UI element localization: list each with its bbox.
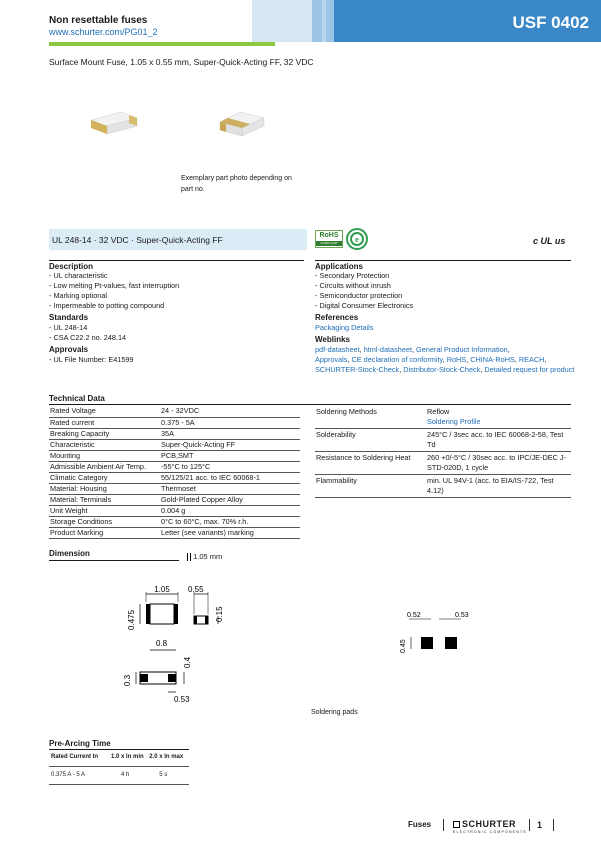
photo-caption: Exemplary part photo depending on part no. [181,175,292,193]
table-cell-value: Gold-Plated Copper Alloy [160,494,300,505]
list-item: - Semiconductor protection [315,291,403,300]
table-cell-key: Admissible Ambient Air Temp. [49,461,160,472]
description-list [49,271,179,311]
table-cell-value: 0.375 - 5A [160,417,300,428]
dim-label-h: 0.475 [127,609,136,630]
brand-logo-icon [453,821,460,828]
weblink-rohs[interactable]: RoHS [446,355,467,364]
footer-brand-sub: ELECTRONIC COMPONENTS [453,830,527,834]
list-item: - Marking optional [49,291,107,300]
dim-label-t: 0.3 [123,674,132,686]
technical-data-left-table [49,406,300,539]
footer-section: Fuses [408,820,432,829]
weblink-html-datasheet[interactable]: html-datasheet [363,345,412,354]
table-cell-key: Storage Conditions [49,516,160,527]
scale-bar-icon [187,553,191,561]
table-cell-key: Material: Terminals [49,494,160,505]
header-title: Non resettable fuses [49,15,148,26]
soldering-pads-drawing [395,605,475,660]
applications-heading: Applications [315,262,364,271]
rohs-badge [315,230,343,248]
list-item: - CSA C22.2 no. 248.14 [49,333,127,342]
dimension-heading: Dimension [49,549,90,558]
dim-label-w2: 0.55 [188,585,204,594]
product-photo-2 [212,104,272,136]
packaging-details-link[interactable]: Packaging Details [315,323,374,332]
list-item: - Low melting Pt-values, fast interruption [49,281,180,290]
subtitle: Surface Mount Fuse, 1.05 x 0.55 mm, Super-Quick-Acting FF, 32 VDC [49,57,314,67]
table-row [315,406,571,429]
weblink-pdf-datasheet[interactable]: pdf-datasheet [315,345,360,354]
weblink-stock-check[interactable]: SCHURTER-Stock-Check [315,365,400,374]
table-row [49,516,300,527]
table-row [315,452,571,475]
weblink-distributor-stock[interactable]: Distributor-Stock-Check [403,365,481,374]
list-item: - Circuits without inrush [315,281,391,290]
table-row [315,429,571,452]
weblink-china-rohs[interactable]: CHINA-RoHS [470,355,515,364]
table-header-cell: Rated Current In [51,754,99,760]
table-cell-value: min. UL 94V-1 (acc. to EIA/IS-722, Test 4.12) [426,475,571,498]
china-rohs-icon [346,228,368,250]
ul-mark-icon: c UL us [533,236,566,246]
pre-arcing-table [49,752,189,785]
table-row [49,417,300,428]
table-cell-key: Rated Voltage [49,406,160,417]
dim-label-l: 0.8 [156,639,168,648]
table-row [49,439,300,450]
soldering-profile-link[interactable]: Soldering Profile [427,417,481,426]
table-cell-key: Breaking Capacity [49,428,160,439]
technical-data-right-table [315,406,571,498]
standards-list [49,323,126,343]
dim-label-h2: 0.15 [215,606,224,622]
header-green-bar [49,42,275,46]
table-cell-value: 260 +0/-5°C / 30sec acc. to IPC/JE-DEC J-STD-020D, 1 cycle [426,452,571,475]
table-cell-key: Product Marking [49,527,160,538]
table-cell: 5 s [159,772,168,778]
weblink-ce-declaration[interactable]: CE declaration of conformity [351,355,443,364]
table-row [49,483,300,494]
table-header-row [49,752,189,767]
dimension-scale [187,552,222,561]
table-cell-value [426,406,571,429]
rohs-text: RoHS [319,232,339,239]
table-header-cell: 1.0 x In min [111,754,144,760]
table-cell-key: Solderability [315,429,426,452]
list-item: - Digital Consumer Electronics [315,301,414,310]
weblink-detailed-request[interactable]: Detailed request for product [484,365,575,374]
dim-label-b: 0.53 [174,695,190,704]
scale-text: 1.05 mm [193,552,223,561]
table-row [49,450,300,461]
weblinks-list: pdf-datasheet, html-datasheet, General Product Information, Approvals, CE declaration of conformity, RoHS, CHINA-RoHS, REACH, SCHURTER-Stock-Check, Distributor-Stock-Check, Detailed request for product [315,345,575,374]
table-cell-value: 35A [160,428,300,439]
dim-label-t2: 0.4 [183,656,192,668]
table-row [49,461,300,472]
table-cell-value: Thermoset [160,483,300,494]
technical-data-heading: Technical Data [49,394,105,403]
footer-brand-text: SCHURTER [462,819,517,829]
soldering-pads-caption: Soldering pads [311,709,358,716]
table-cell-value: PCB,SMT [160,450,300,461]
part-number: USF 0402 [512,13,589,32]
table-cell-key: Rated current [49,417,160,428]
soldering-method-value: Reflow [427,407,450,416]
weblink-approvals[interactable]: Approvals [315,355,348,364]
weblinks-heading: Weblinks [315,335,350,344]
applications-list [315,271,413,311]
rohs-sub-text: COMPLIANT [316,241,342,246]
table-row [49,527,300,538]
table-cell-key: Soldering Methods [315,406,426,429]
list-item: - UL File Number: E41599 [49,355,134,364]
table-cell-value: 55/125/21 acc. to IEC 60068-1 [160,472,300,483]
table-cell-value: -55°C to 125°C [160,461,300,472]
table-cell-key: Mounting [49,450,160,461]
table-row [315,475,571,498]
list-item: - UL characteristic [49,271,108,280]
description-heading: Description [49,262,94,271]
table-cell-key: Resistance to Soldering Heat [315,452,426,475]
approvals-heading: Approvals [49,345,89,354]
list-item: - UL 248-14 [49,323,88,332]
table-cell-value: Super-Quick-Acting FF [160,439,300,450]
list-item: - Secondary Protection [315,271,390,280]
table-cell-key: Unit Weight [49,505,160,516]
footer-brand-logo [453,819,516,829]
product-photo-1 [85,104,145,136]
pad-label-a: 0.52 [407,612,421,619]
table-row [49,767,189,785]
table-cell-key: Climatic Category [49,472,160,483]
table-cell-value: 24 - 32VDC [160,406,300,417]
table-row [49,472,300,483]
table-cell: 0.375 A - 5 A [51,772,86,778]
table-cell-value: 0.004 g [160,505,300,516]
dimension-drawing [110,580,260,710]
table-row [49,428,300,439]
pad-label-b: 0.53 [455,612,469,619]
table-cell-value: Letter (see variants) marking [160,527,300,538]
table-cell-key: Material: Housing [49,483,160,494]
table-row [49,494,300,505]
table-cell-key: Flammability [315,475,426,498]
page-number: 1 [537,820,543,830]
references-heading: References [315,313,359,322]
dim-label-w: 1.05 [154,585,170,594]
header-url-link[interactable]: www.schurter.com/PG01_2 [49,27,158,37]
table-cell-key: Characteristic [49,439,160,450]
table-cell-value: 0°C to 60°C, max. 70% r.h. [160,516,300,527]
spec-band-text: UL 248-14 · 32 VDC · Super-Quick-Acting FF [52,235,223,245]
weblink-general-info[interactable]: General Product Information [416,345,508,354]
svg-text:e: e [355,237,359,244]
weblink-reach[interactable]: REACH [518,355,545,364]
approvals-list [49,355,134,365]
table-header-cell: 2.0 x In max [149,754,184,760]
pad-label-c: 0.45 [400,639,407,653]
table-cell: 4 h [121,772,130,778]
pre-arcing-heading: Pre-Arcing Time [49,739,111,748]
table-cell-value: 245°C / 3sec acc. to IEC 60068-2-58, Test Td [426,429,571,452]
table-row [49,406,300,417]
list-item: - Impermeable to potting compound [49,301,165,310]
standards-heading: Standards [49,313,89,322]
table-row [49,505,300,516]
